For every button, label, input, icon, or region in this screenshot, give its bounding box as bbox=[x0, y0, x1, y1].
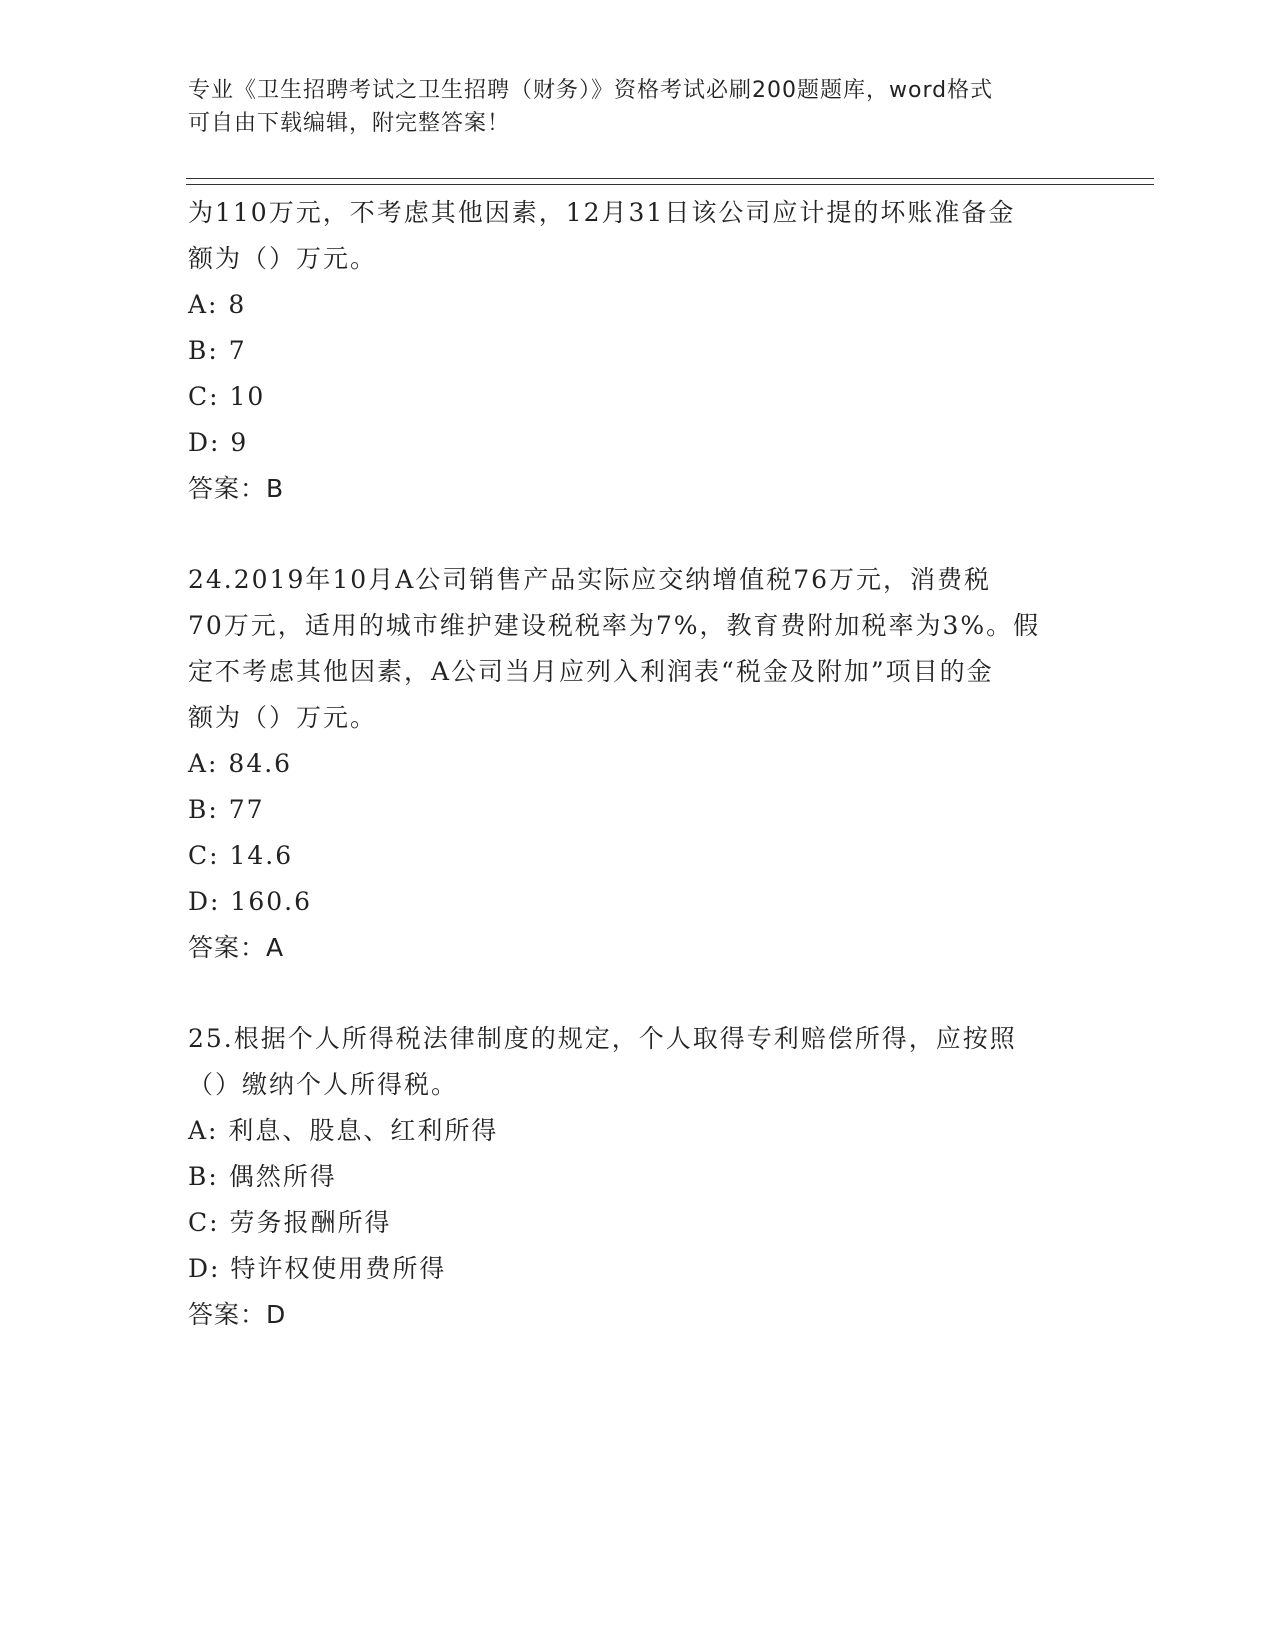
option-a: A: 8 bbox=[188, 290, 247, 319]
question-stem-line: 额为（）万元。 bbox=[188, 244, 378, 273]
question-stem-line: 额为（）万元。 bbox=[188, 703, 378, 732]
option-a: A: 84.6 bbox=[188, 749, 293, 778]
question-stem-line: （）缴纳个人所得税。 bbox=[188, 1070, 459, 1099]
question-25 bbox=[188, 1016, 1088, 1338]
question-stem-line: 定不考虑其他因素，A公司当月应列入利润表“税金及附加”项目的金 bbox=[188, 657, 994, 686]
question-list bbox=[188, 190, 1088, 1338]
question-stem-line: 为110万元，不考虑其他因素，12月31日该公司应计提的坏账准备金 bbox=[188, 198, 1016, 227]
answer-line: 答案：A bbox=[188, 933, 285, 962]
answer-line: 答案：B bbox=[188, 474, 285, 503]
header-line-2: 可自由下载编辑，附完整答案！ bbox=[188, 111, 511, 136]
option-d: D: 9 bbox=[188, 428, 249, 457]
question-23 bbox=[188, 190, 1088, 512]
option-a: A: 利息、股息、红利所得 bbox=[188, 1116, 499, 1145]
option-d: D: 特许权使用费所得 bbox=[188, 1254, 447, 1283]
option-c: C: 劳务报酬所得 bbox=[188, 1208, 392, 1237]
question-spacer bbox=[188, 971, 1088, 1016]
answer-line: 答案：D bbox=[188, 1300, 287, 1329]
header-divider-top bbox=[186, 178, 1154, 179]
question-24 bbox=[188, 557, 1088, 971]
option-b: B: 77 bbox=[188, 795, 265, 824]
question-stem-line: 24.2019年10月A公司销售产品实际应交纳增值税76万元，消费税 bbox=[188, 565, 992, 594]
header-line-1: 专业《卫生招聘考试之卫生招聘（财务）》资格考试必刷200题题库，word格式 bbox=[188, 78, 994, 103]
question-stem-line: 70万元，适用的城市维护建设税税率为7%，教育费附加税率为3%。假 bbox=[188, 611, 1041, 640]
header-divider-bottom bbox=[186, 184, 1154, 185]
document-header bbox=[188, 74, 1088, 140]
option-d: D: 160.6 bbox=[188, 887, 312, 916]
question-stem-line: 25.根据个人所得税法律制度的规定，个人取得专利赔偿所得，应按照 bbox=[188, 1024, 1017, 1053]
question-spacer bbox=[188, 512, 1088, 557]
option-c: C: 14.6 bbox=[188, 841, 294, 870]
option-b: B: 偶然所得 bbox=[188, 1162, 337, 1191]
option-b: B: 7 bbox=[188, 336, 247, 365]
option-c: C: 10 bbox=[188, 382, 266, 411]
